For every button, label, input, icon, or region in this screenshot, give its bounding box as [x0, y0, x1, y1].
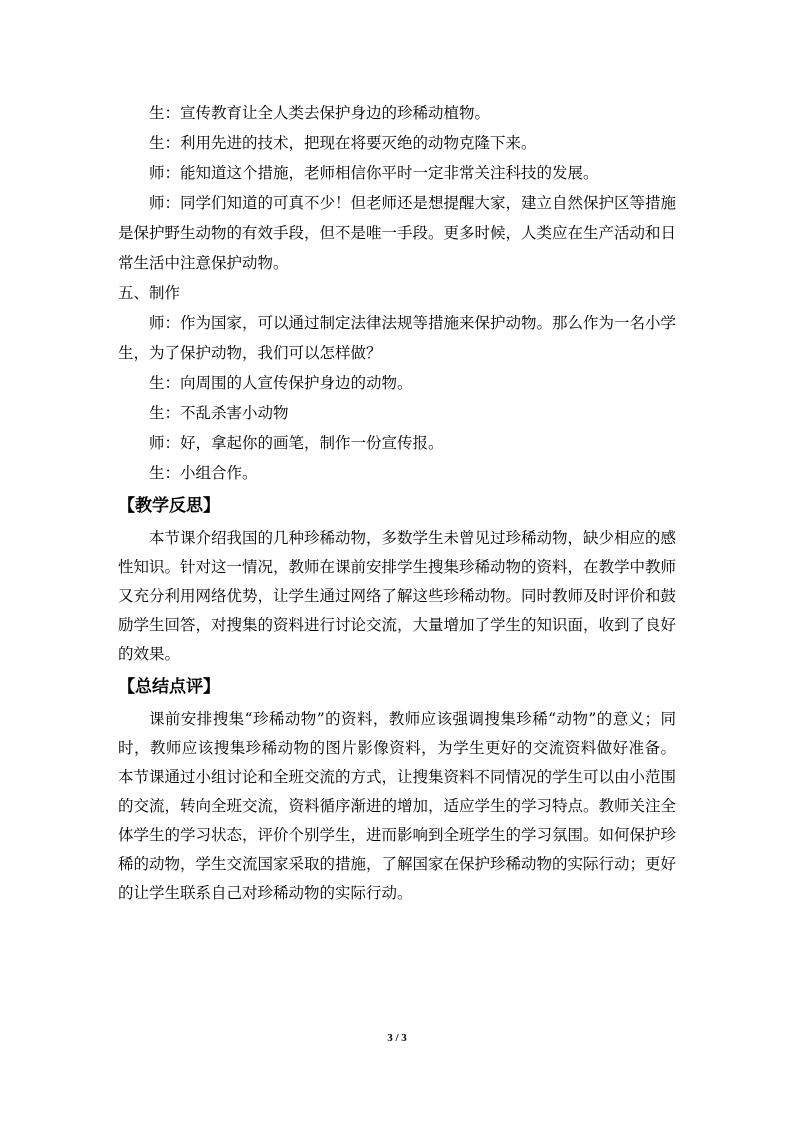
summary-review-paragraph: 课前安排搜集“珍稀动物”的资料，教师应该强调搜集珍稀“动物”的意义；同时，教师应该搜集珍稀动物的图片影像资料，为学生更好的交流资料做好准备。 本节课通过小组讨论和全班交流的方式，让搜集资料不同情况的学生可以由小范围的交流，转向全班交流，资料循序渐进的增加，适应学生的学习特点。教师关注全体学生的学习状态，评价个别学生，进而影响到全班学生的学习氛围。如何保护珍稀的动物，学生交流国家采取的措施，了解国家在保护珍稀动物的实际行动；更好的让学生联系自己对珍稀动物的实际行动。 [118, 710, 686, 902]
section-five-title: 五、制作 [118, 284, 181, 302]
summary-review-heading: 【总结点评】 [118, 677, 220, 697]
dialogue-line: 生：利用先进的技术，把现在将要灭绝的动物克隆下来。 [149, 134, 537, 152]
reflection-heading: 【教学反思】 [118, 496, 220, 516]
dialogue-line: 生：宣传教育让全人类去保护身边的珍稀动植物。 [149, 104, 491, 122]
dialogue-line: 师：好，拿起你的画笔，制作一份宣传报。 [149, 434, 444, 452]
page-number: 3 / 3 [387, 1032, 407, 1044]
dialogue-line: 师：能知道这个措施，老师相信你平时一定非常关注科技的发展。 [149, 164, 599, 182]
teacher-summary-paragraph: 师：同学们知道的可真不少！但老师还是想提醒大家，建立自然保护区等措施是保护野生动物的有效手段，但不是唯一手段。更多时候，人类应在生产活动和日常生活中注意保护动物。 [118, 194, 677, 272]
dialogue-line: 生：小组合作。 [149, 464, 258, 482]
dialogue-line: 生：向周围的人宣传保护身边的动物。 [149, 374, 413, 392]
document-body [118, 98, 686, 908]
teacher-question-paragraph: 师：作为国家，可以通过制定法律法规等措施来保护动物。那么作为一名小学生，为了保护动物，我们可以怎样做？ [118, 314, 677, 362]
dialogue-line: 生：不乱杀害小动物 [149, 404, 289, 422]
reflection-paragraph: 本节课介绍我国的几种珍稀动物，多数学生未曾见过珍稀动物，缺少相应的感性知识。针对这一情况，教师在课前安排学生搜集珍稀动物的资料，在教学中教师又充分利用网络优势，让学生通过网络了解这些珍稀动物。同时教师及时评价和鼓励学生回答，对搜集的资料进行讨论交流，大量增加了学生的知识面，收到了良好的效果。 [118, 529, 677, 663]
